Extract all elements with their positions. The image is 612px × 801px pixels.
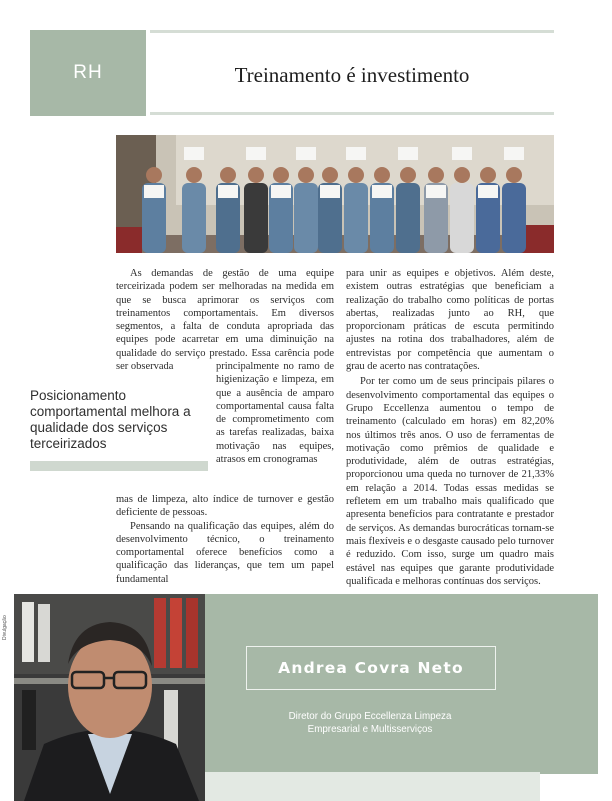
author-photo xyxy=(14,594,205,801)
author-role-line-1: Diretor do Grupo Eccellenza Limpeza xyxy=(288,711,452,722)
article-paragraph: principalmente no ramo de higienização e limpeza, em que a ausência de amparo comportamental causa falta de comprometimento com as tarefas realizadas, baixa motivação nas equipes, atrasos em cronogramas xyxy=(216,361,334,466)
pull-quote: Posicionamento comportamental melhora a qualidade dos serviços terceirizados xyxy=(30,388,191,451)
author-role-line-2: Empresarial e Multisserviços xyxy=(307,724,433,735)
section-label: RH xyxy=(30,30,146,116)
article-paragraph: Por ter como um de seus principais pilares o desenvolvimento comportamental das equipes o Grupo Eccellenza aumentou o tempo de treinamento (calculado em horas) em 82,20% nos últimos três anos. O uso de ferramentas de motivação como prêmios de qualidade e produtividade, além de outras estratégias, proporcionou uma queda no turnover de 21,33% em relação a 2014. Todas essas medidas se refletem em um trabalho mais qualificado que apresenta benefícios para contratante e prestador de serviços. As demandas burocráticas tornam-se mais flexíveis e o desgaste causado pelo turnover é reduzido. Com isso, surge um quadro mais estável nas equipes que garante produtividade qualificada e melhoras contínuas dos serviços. xyxy=(346,376,554,587)
article-column-1-wrap xyxy=(216,360,334,466)
author-role xyxy=(250,710,490,736)
header-rule-top xyxy=(150,30,554,33)
header-rule-bottom xyxy=(150,112,554,115)
article-paragraph: mas de limpeza, alto índice de turnover e gestão deficiente de pessoas. xyxy=(116,494,334,519)
article-paragraph: para unir as equipes e objetivos. Além deste, existem outras estratégias que beneficiam a realização do trabalho como políticas de portas abertas, realizadas junto ao RH, que proporcionam práticas de escuta permitindo ajustes na rotina dos trabalhadores, além de entrevistas por competência que aumentam o grau de acerto nas contratações. xyxy=(346,268,554,373)
article-paragraph: Pensando na qualificação das equipes, além do desenvolvimento técnico, o treinamento comportamental oferece benefícios como a qualificação das lideranças, que tem um papel fundamental xyxy=(116,520,334,585)
author-name-box xyxy=(246,646,496,690)
article-column-2 xyxy=(346,267,554,588)
author-name: Andrea Covra Neto xyxy=(278,659,464,677)
article-column-1-cont xyxy=(116,493,334,586)
team-photo xyxy=(116,135,554,253)
article-column-1 xyxy=(116,267,334,373)
bottom-strip xyxy=(205,772,540,801)
article-paragraph: As demandas de gestão de uma equipe terceirizada podem ser melhoradas na medida em que se busca aprimorar os serviços com treinamentos comportamentais. Em diversos segmentos, a falta de conduta apropriada das equipes pode acarretar em uma diminuição na qualidade do serviço prestado. Essa carência pode ser observada xyxy=(116,268,334,373)
photo-credit: Divulgação xyxy=(2,615,8,640)
pull-quote-bar xyxy=(30,461,208,471)
article-title: Treinamento é investimento xyxy=(234,63,470,87)
